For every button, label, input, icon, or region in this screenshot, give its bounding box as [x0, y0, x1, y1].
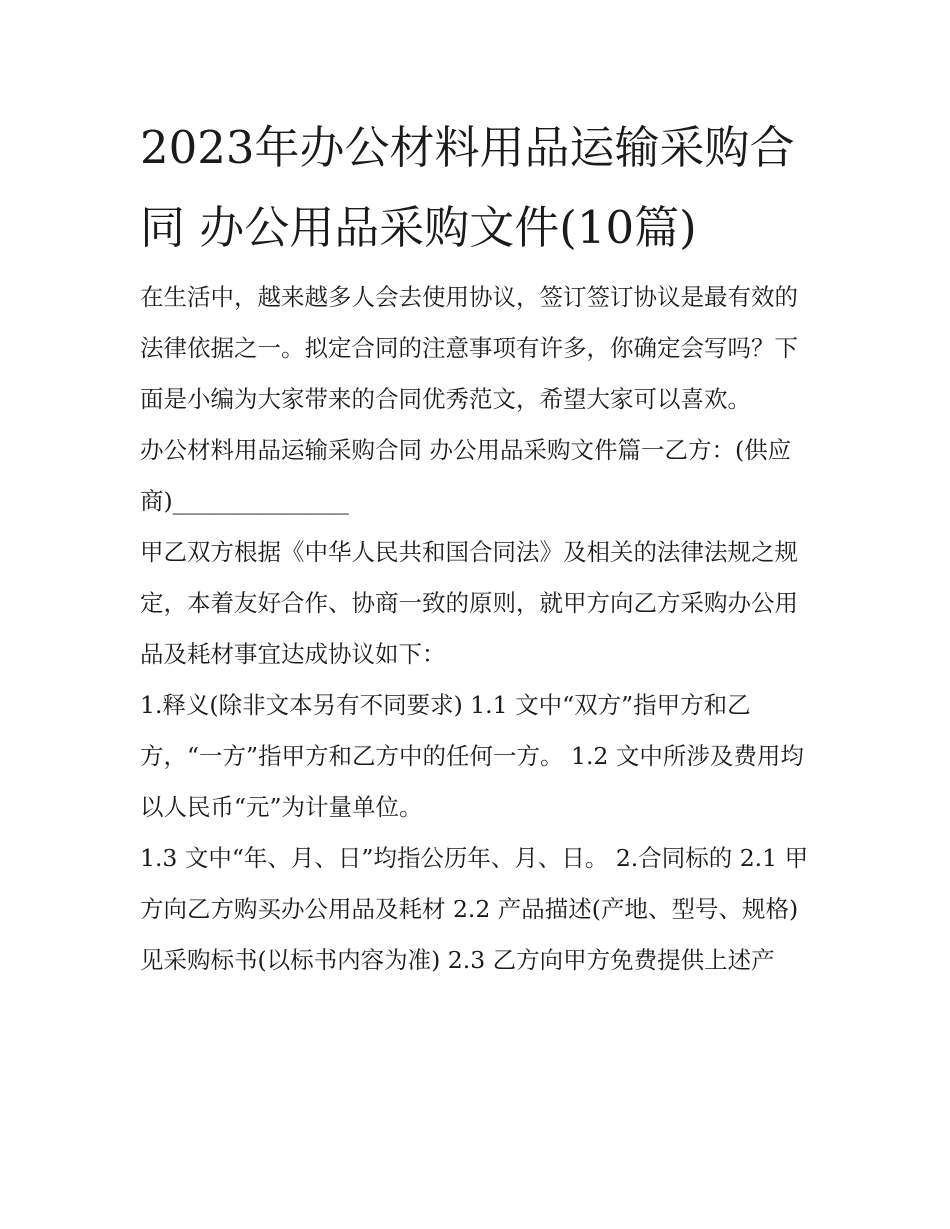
paragraph-intro: 在生活中，越来越多人会去使用协议，签订签订协议是最有效的法律依据之一。拟定合同的注意事项有许多，你确定会写吗？下面是小编为大家带来的合同优秀范文，希望大家可以喜欢。 [140, 283, 798, 413]
document-title: 2023年办公材料用品运输采购合同 办公用品采购文件(10篇) [140, 121, 795, 254]
paragraph-section-heading: 办公材料用品运输采购合同 办公用品采购文件篇一乙方：(供应商)_______________ [140, 436, 792, 515]
paragraph-clause-2-3: 见采购标书(以标书内容为准) 2.3 乙方向甲方免费提供上述产 [140, 946, 775, 974]
paragraph-clause-1-3-and-2: 1.3 文中“年、月、日”均指公历年、月、日。 2.合同标的 2.1 甲方向乙方购买办公用品及耗材 2.2 产品描述(产地、型号、规格) [140, 844, 809, 923]
document-page [140, 108, 812, 986]
paragraph-clause-1: 1.释义(除非文本另有不同要求) 1.1 文中“双方”指甲方和乙方，“一方”指甲方和乙方中的任何一方。 1.2 文中所涉及费用均以人民币“元”为计量单位。 [140, 691, 804, 821]
paragraph-agreement-basis: 甲乙双方根据《中华人民共和国合同法》及相关的法律法规之规定，本着友好合作、协商一致的原则，就甲方向乙方采购办公用品及耗材事宜达成协议如下： [140, 538, 798, 668]
